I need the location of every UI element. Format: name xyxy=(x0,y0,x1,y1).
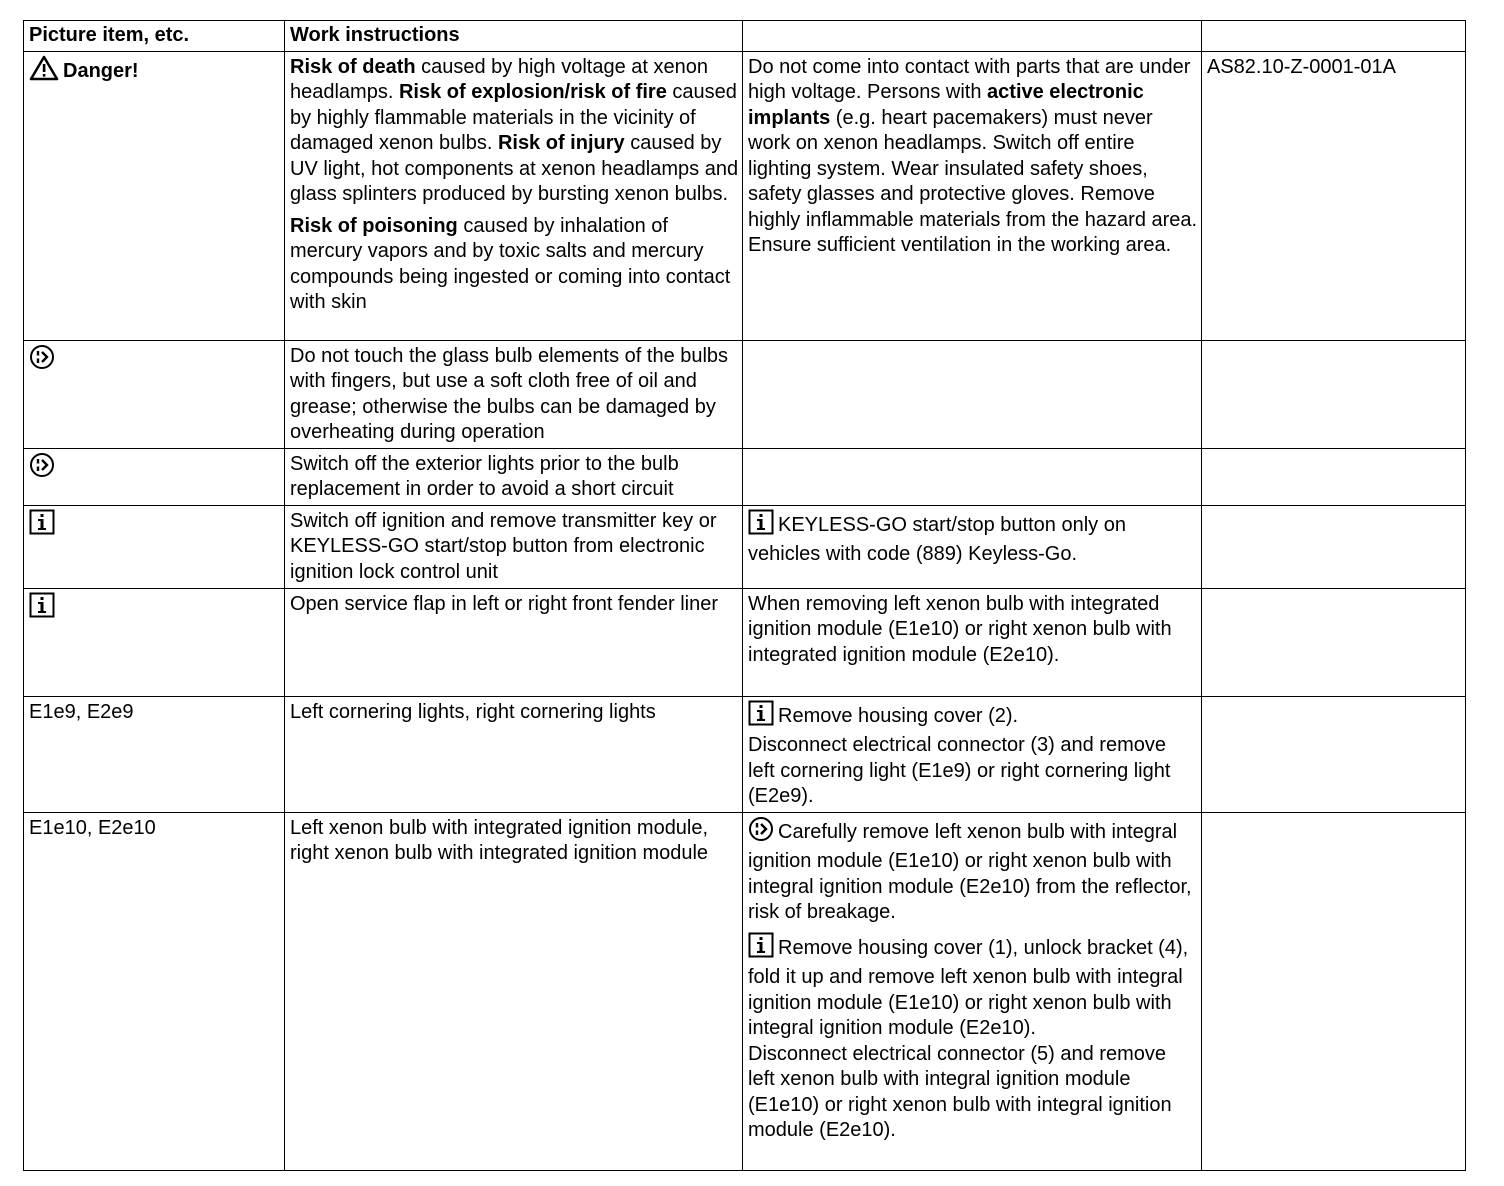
info-box-icon xyxy=(748,700,774,734)
notes-text: Disconnect electrical connector (5) and remove left xenon bulb with integral ignition module (E1e10) or right xenon bulb with integral ignition module (E2e10). xyxy=(748,1042,1172,1141)
risk-label: Risk of injury xyxy=(497,132,625,154)
reference-cell xyxy=(1202,696,1466,812)
work-instructions-table xyxy=(23,20,1466,1171)
instruction-cell: Switch off ignition and remove transmitter key or KEYLESS-GO start/stop button from electronic ignition lock control unit xyxy=(285,505,743,588)
notes-cell xyxy=(743,505,1202,588)
notes-text: Disconnect electrical connector (3) and remove left cornering light (E1e9) or right cornering light (E2e9). xyxy=(748,734,1171,807)
info-box-icon xyxy=(748,509,774,543)
table-row xyxy=(24,51,1466,340)
caution-circle-icon xyxy=(748,816,774,850)
risk-label: Risk of explosion/risk of fire xyxy=(398,81,667,103)
instruction-cell xyxy=(285,51,743,340)
item-cell xyxy=(24,588,285,696)
reference-cell xyxy=(1202,448,1466,505)
danger-label: Danger! xyxy=(63,59,139,82)
reference-cell xyxy=(1202,588,1466,696)
risk-text: caused by UV light, hot components at xenon headlamps and glass splinters produced by bursting xenon bulbs. xyxy=(290,132,739,205)
instruction-cell: Left cornering lights, right cornering lights xyxy=(285,696,743,812)
info-box-icon xyxy=(748,932,774,966)
item-cell: E1e10, E2e10 xyxy=(24,812,285,1170)
instruction-cell: Do not touch the glass bulb elements of the bulbs with fingers, but use a soft cloth free of oil and grease; otherwise the bulbs can be damaged by overheating during operation xyxy=(285,340,743,448)
notes-text: Remove housing cover (2). xyxy=(778,704,1019,727)
reference-cell: AS82.10-Z-0001-01A xyxy=(1202,51,1466,340)
header-picture-item: Picture item, etc. xyxy=(24,21,285,52)
notes-text: Do not come into contact with parts that are under high voltage. Persons with xyxy=(748,55,1191,103)
table-header-row xyxy=(24,21,1466,52)
instruction-paragraph xyxy=(290,214,739,316)
notes-paragraph xyxy=(748,932,1198,1144)
header-work-instructions: Work instructions xyxy=(285,21,743,52)
notes-paragraph xyxy=(748,816,1198,926)
notes-cell xyxy=(743,696,1202,812)
instruction-paragraph xyxy=(290,55,739,208)
reference-cell xyxy=(1202,812,1466,1170)
notes-text: Carefully remove left xenon bulb with integral ignition module (E1e10) or right xenon bulb with integral ignition module (E2e10) from the reflector, risk of breakage. xyxy=(748,820,1192,923)
item-cell xyxy=(24,448,285,505)
table-row xyxy=(24,812,1466,1170)
notes-cell xyxy=(743,340,1202,448)
notes-cell xyxy=(743,51,1202,340)
risk-label: Risk of death xyxy=(290,55,416,78)
caution-circle-icon xyxy=(29,344,55,378)
table-row xyxy=(24,448,1466,505)
notes-text: Remove housing cover (1), unlock bracket (4), fold it up and remove left xenon bulb with integral ignition module (E1e10) or right xenon bulb with integral ignition module (E2e10). xyxy=(748,936,1189,1039)
notes-text: (e.g. heart pacemakers) must never work on xenon headlamps. Switch off entire lighting system. Wear insulated safety shoes, safety glasses and protective gloves. Remove highly inflammable materials from the hazard area. Ensure sufficient ventilation in the working area. xyxy=(748,106,1198,256)
risk-text: caused by high voltage at xenon headlamps. xyxy=(290,55,709,103)
warning-triangle-icon xyxy=(29,55,59,89)
item-cell xyxy=(24,340,285,448)
table-row xyxy=(24,588,1466,696)
item-cell xyxy=(24,505,285,588)
notes-cell: When removing left xenon bulb with integrated ignition module (E1e10) or right xenon bulb with integrated ignition module (E2e10). xyxy=(743,588,1202,696)
reference-cell xyxy=(1202,505,1466,588)
header-reference xyxy=(1202,21,1466,52)
item-cell: E1e9, E2e9 xyxy=(24,696,285,812)
table-row xyxy=(24,340,1466,448)
notes-cell xyxy=(743,812,1202,1170)
instruction-cell: Open service flap in left or right front fender liner xyxy=(285,588,743,696)
caution-circle-icon xyxy=(29,452,55,486)
info-box-icon xyxy=(29,509,55,543)
notes-bold-text: active electronic implants xyxy=(748,81,1144,129)
notes-text: KEYLESS-GO start/stop button only on vehicles with code (889) Keyless-Go. xyxy=(748,513,1126,565)
table-row xyxy=(24,696,1466,812)
instruction-cell: Left xenon bulb with integrated ignition module, right xenon bulb with integrated ignition module xyxy=(285,812,743,1170)
risk-text: caused by highly flammable materials in the vicinity of damaged xenon bulbs. xyxy=(290,81,737,154)
danger-cell xyxy=(24,51,285,340)
info-box-icon xyxy=(29,592,55,626)
instruction-cell: Switch off the exterior lights prior to the bulb replacement in order to avoid a short circuit xyxy=(285,448,743,505)
notes-cell xyxy=(743,448,1202,505)
header-notes xyxy=(743,21,1202,52)
table-row xyxy=(24,505,1466,588)
reference-cell xyxy=(1202,340,1466,448)
risk-label: Risk of poisoning xyxy=(290,214,458,237)
risk-text: caused by inhalation of mercury vapors and by toxic salts and mercury compounds being ingested or coming into contact with skin xyxy=(290,214,731,313)
